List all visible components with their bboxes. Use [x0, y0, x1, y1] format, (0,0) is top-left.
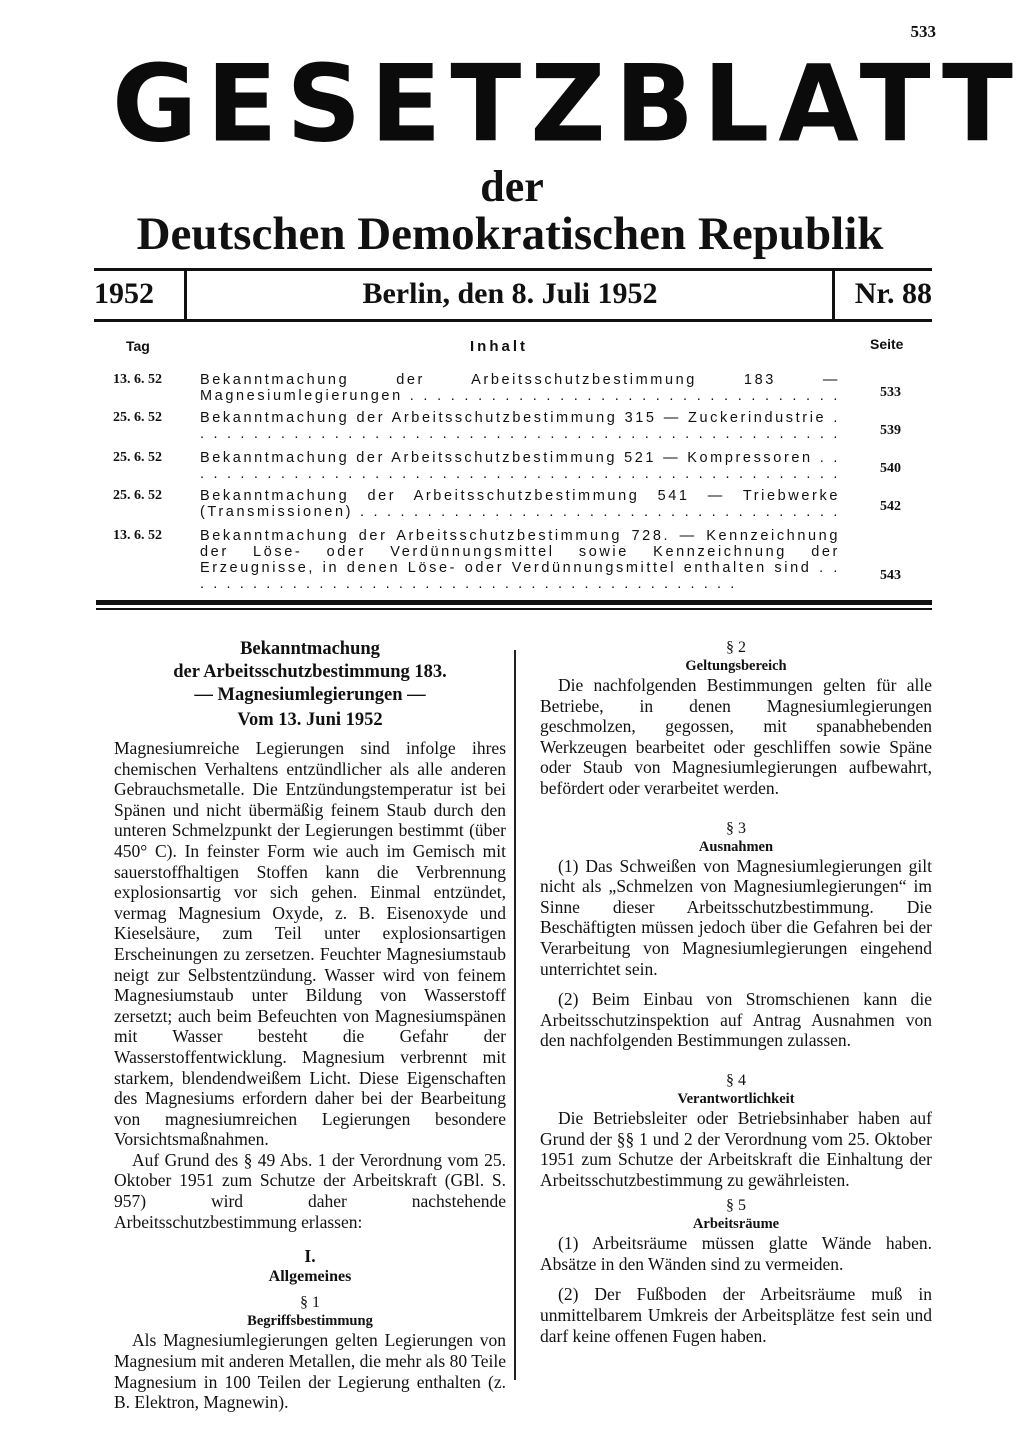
section-title: Allgemeines	[268, 1267, 352, 1285]
toc-entry-text: Bekanntmachung der Arbeitsschutzbestimmung 183 — Magnesiumlegierungen . . . . . . . . . . . . . . . . . . . . . . . . . . . . . . . .	[200, 372, 840, 404]
paragraph-text: Die Betriebsleiter oder Betriebsinhaber haben auf Grund der §§ 1 und 2 der Verordnung vom 25. Oktober 1951 zum Schutze der Arbeitskraft die Einhaltung der Arbeitsschutzbestimmung zu gewährleisten.	[540, 1107, 932, 1190]
toc-entry-date: 13. 6. 52	[113, 528, 162, 543]
bar-separator	[184, 271, 187, 319]
toc-entry-page: 533	[880, 385, 901, 400]
toc-entry-page: 543	[880, 568, 901, 583]
toc-header-tag: Tag	[126, 338, 150, 354]
toc-entry-text: Bekanntmachung der Arbeitsschutzbestimmung 541 — Triebwerke (Transmissionen) . . . . . . . . . . . . . . . . . . . . . . . . . . . . . . . . . . . .	[200, 488, 840, 520]
toc-rule-thin	[96, 608, 932, 610]
right-column	[540, 638, 932, 1346]
issue-number: Nr. 88	[854, 277, 932, 310]
toc-entry-page: 542	[880, 499, 901, 514]
issue-year: 1952	[94, 277, 154, 310]
toc-rule-thick	[96, 600, 932, 605]
masthead-der: der	[480, 162, 544, 211]
article-title-line4: Vom 13. Juni 1952	[237, 710, 383, 730]
paragraph-text: (1) Das Schweißen von Magnesiumlegierungen gilt nicht als „Schmelzen von Magnesiumlegierungen“ im Sinne dieser Arbeitsschutzbestimmung. Die Beschäftigten müssen jedoch über die Gefahren bei der Verarbeitung von Magnesiumlegierungen eingehend unterrichtet sein.	[540, 855, 932, 979]
paragraph-text: (2) Der Fußboden der Arbeitsräume muß in unmittelbarem Umkreis der Arbeitsplätze fest sein und darf keine offenen Fugen haben.	[540, 1284, 932, 1346]
toc-entry-date: 25. 6. 52	[113, 410, 162, 425]
paragraph-title: Geltungsbereich	[685, 658, 787, 674]
paragraph-title: Verantwortlichkeit	[677, 1090, 795, 1107]
toc-entry-page: 539	[880, 423, 901, 438]
paragraph-symbol: § 3	[726, 819, 746, 837]
paragraph-text: Als Magnesiumlegierungen gelten Legierungen von Magnesium mit anderen Metallen, die mehr als 80 Teile Magnesium in 100 Teilen der Legierung enthalten (z. B. Elektron, Magnewin).	[114, 1330, 506, 1413]
paragraph-text: Die nachfolgenden Bestimmungen gelten für alle Betriebe, in denen Magnesiumlegierungen geschmolzen, gegossen, mit spanabhebenden Werkzeugen bearbeitet oder geschliffen sowie Späne oder Staub von Magnesiumlegierungen aufbewahrt, befördert oder verarbeitet werden.	[540, 675, 932, 798]
paragraph-symbol: § 2	[726, 639, 746, 656]
toc-entry-text: Bekanntmachung der Arbeitsschutzbestimmung 315 — Zuckerindustrie . . . . . . . . . . . . . . . . . . . . . . . . . . . . . . . . . . . . . . . . . . . . . . . . .	[200, 410, 840, 442]
paragraph-title: Begriffsbestimmung	[247, 1313, 373, 1330]
toc-entry-text: Bekanntmachung der Arbeitsschutzbestimmung 728. — Kennzeichnung der Löse- oder Verdünnungsmittel sowie Kennzeichnung der Erzeugnisse, in denen Löse- oder Verdünnungsmittel enthalten sind . . . . . . . . . . . . . . . . . . . . . . . . . . . . . . . . . . . . . . . . . . .	[200, 528, 840, 592]
intro-paragraph: Magnesiumreiche Legierungen sind infolge ihres chemischen Verhaltens entzündlicher als alle anderen Gebrauchsmetalle. Die Entzündungstemperatur ist bei Spänen und nicht übermäßig feinem Staub durch den unteren Schmelzpunkt der Legierungen bestimmt (über 450° C). In feinster Form wie auch im Gemisch mit sauerstoffhaltigen Stoffen kann die Verbrennung explosionsartig vor sich gehen. Einmal entzündet, vermag Magnesium Oxyde, z. B. Eisenoxyde und Kieselsäure, zum Teil unter explosionsartigen Erscheinungen zu zersetzen. Feuchter Magnesiumstaub neigt zur Selbstentzündung. Wasser wird von feinem Magnesiumstaub unter Bildung von Wasserstoff zersetzt; auch beim Befeuchten von Magnesiumspänen mit Wasser besteht die Gefahr der Wasserstoffentwicklung. Magnesium verbrennt mit starkem, blendendweißem Licht. Diese Eigenschaften des Magnesiums erfordern daher bei der Bearbeitung von magnesiumreichen Legierungen besondere Vorsichtsmaßnahmen.	[114, 738, 506, 1150]
toc-header-seite: Seite	[870, 336, 904, 352]
masthead-title: GESETZBLATT	[112, 41, 1022, 167]
column-divider	[514, 650, 516, 1380]
article-title-line3: — Magnesiumlegierungen —	[194, 685, 426, 705]
left-column	[114, 638, 506, 1413]
issue-info-bar	[94, 268, 932, 322]
paragraph-symbol: § 1	[300, 1294, 320, 1312]
masthead-subtitle: Deutschen Demokratischen Republik	[136, 208, 884, 260]
article-title-line2: der Arbeitsschutzbestimmung 183.	[173, 662, 447, 682]
legal-basis-paragraph: Auf Grund des § 49 Abs. 1 der Verordnung vom 25. Oktober 1951 zum Schutze der Arbeitskraft (GBl. S. 957) wird daher nachstehende Arbeitsschutzbestimmung erlassen:	[114, 1149, 506, 1232]
toc-entry-date: 25. 6. 52	[113, 488, 162, 503]
paragraph-title: Ausnahmen	[698, 838, 774, 855]
toc-entry-date: 25. 6. 52	[113, 450, 162, 465]
toc-header-inhalt: Inhalt	[470, 338, 528, 355]
paragraph-title: Arbeitsräume	[692, 1216, 780, 1233]
bar-separator	[832, 271, 835, 319]
toc-entry-date: 13. 6. 52	[113, 372, 162, 387]
article-title-line1: Bekanntmachung	[240, 639, 380, 659]
issue-place-date: Berlin, den 8. Juli 1952	[362, 277, 658, 310]
paragraph-symbol: § 4	[726, 1071, 746, 1089]
paragraph-symbol: § 5	[726, 1197, 746, 1215]
paragraph-text: (1) Arbeitsräume müssen glatte Wände haben. Absätze in den Wänden sind zu vermeiden.	[540, 1233, 932, 1274]
paragraph-text: (2) Beim Einbau von Stromschienen kann die Arbeitsschutzinspektion auf Antrag Ausnahmen von den nachfolgenden Bestimmungen zulassen.	[540, 989, 932, 1051]
section-number: I.	[304, 1246, 316, 1267]
toc-entry-text: Bekanntmachung der Arbeitsschutzbestimmung 521 — Kompressoren . . . . . . . . . . . . . . . . . . . . . . . . . . . . . . . . . . . . . . . . . . . . . . . . . .	[200, 450, 840, 482]
toc-entry-page: 540	[880, 461, 901, 476]
page-number: 533	[910, 22, 936, 41]
